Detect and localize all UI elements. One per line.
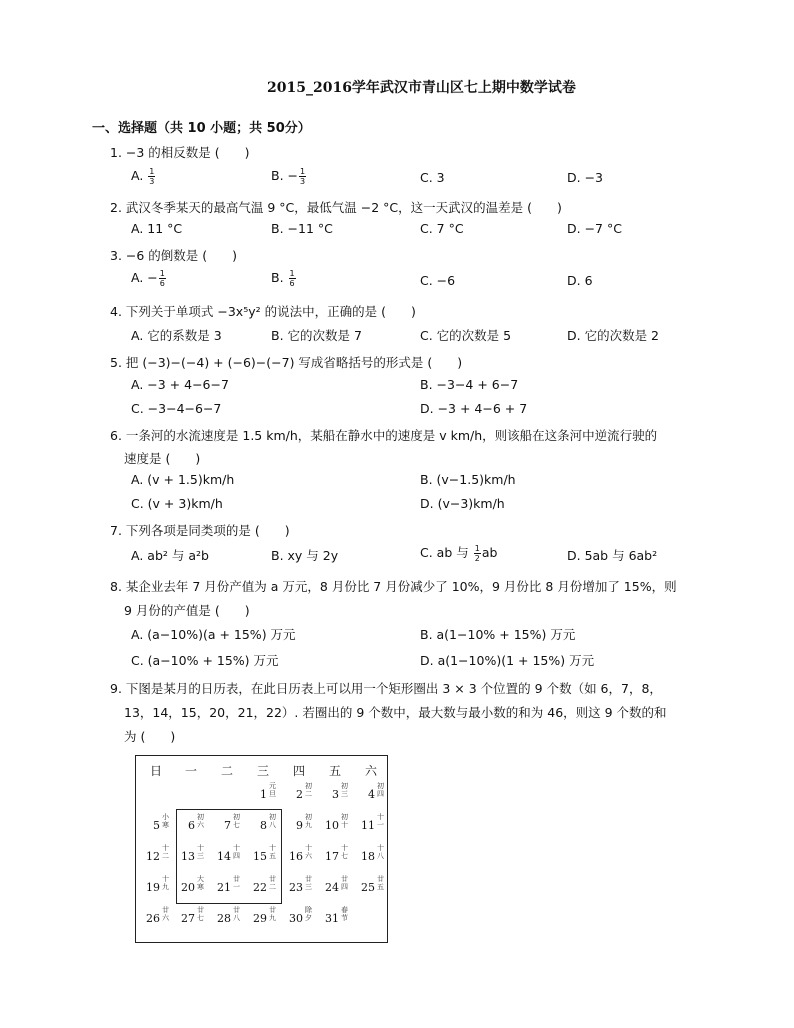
- calendar-cell: [357, 780, 391, 810]
- calendar-header-6: 六: [365, 764, 378, 778]
- question-1-option-b: B. − $\frac{1}{3}$: [271, 167, 306, 186]
- calendar-header-5: 五: [329, 764, 342, 778]
- calendar-lunar-date: 除夕: [305, 906, 312, 922]
- fraction: $\frac{1}{2}$: [474, 544, 480, 563]
- calendar-day-number: 22: [253, 881, 267, 894]
- calendar-day-number: 14: [217, 850, 231, 863]
- calendar-lunar-date: 廿三: [305, 875, 312, 891]
- calendar-day-number: 4: [368, 788, 375, 801]
- calendar-cell: [321, 811, 355, 841]
- question-5-option-d: D. −3 + 4−6 + 7: [420, 401, 528, 416]
- calendar-cell: [321, 873, 355, 903]
- calendar-day-number: 12: [146, 850, 160, 863]
- question-4-option-d: D. 它的次数是 2: [567, 328, 659, 343]
- calendar-lunar-date: 廿一: [233, 875, 240, 891]
- question-2-option-c: C. 7 °C: [420, 221, 464, 236]
- question-7-option-c: C. ab 与 $\frac{1}{2}$ ab: [420, 544, 498, 563]
- calendar-cell: [142, 780, 176, 810]
- calendar-cell: [177, 780, 211, 810]
- calendar-day-number: 15: [253, 850, 267, 863]
- question-4-option-c: C. 它的次数是 5: [420, 328, 512, 343]
- question-8-option-d: D. a(1−10%)(1 + 15%) 万元: [420, 653, 595, 668]
- question-4-option-b: B. 它的次数是 7: [271, 328, 362, 343]
- calendar-lunar-date: 十七: [341, 844, 348, 860]
- calendar-lunar-date: 廿四: [341, 875, 348, 891]
- calendar-cell: [142, 811, 176, 841]
- calendar-cell: [285, 873, 319, 903]
- calendar-cell: [357, 873, 391, 903]
- question-7-option-a: A. ab² 与 a²b: [131, 548, 209, 563]
- question-3-option-b: B. $\frac{1}{6}$: [271, 269, 295, 288]
- fraction: $\frac{1}{3}$: [300, 167, 306, 186]
- question-3-option-d: D. 6: [567, 273, 593, 288]
- calendar-lunar-date: 十二: [162, 844, 169, 860]
- calendar-day-number: 3: [332, 788, 339, 801]
- question-9-stem-line-3: 为 ( ): [124, 729, 176, 744]
- question-1-stem: 1. −3 的相反数是 ( ): [110, 145, 250, 160]
- calendar-lunar-date: 初十: [341, 813, 348, 829]
- question-1-option-a: A. $\frac{1}{3}$: [131, 167, 155, 186]
- calendar-lunar-date: 十六: [305, 844, 312, 860]
- question-3-stem: 3. −6 的倒数是 ( ): [110, 248, 238, 263]
- calendar-day-number: 29: [253, 912, 267, 925]
- calendar-day-number: 10: [325, 819, 339, 832]
- calendar-selection-rectangle: [176, 809, 282, 904]
- calendar-cell: [321, 842, 355, 872]
- calendar-day-number: 31: [325, 912, 339, 925]
- calendar-lunar-date: 春节: [341, 906, 348, 922]
- question-7-stem: 7. 下列各项是同类项的是 ( ): [110, 523, 290, 538]
- calendar-day-number: 24: [325, 881, 339, 894]
- calendar-day-number: 30: [289, 912, 303, 925]
- question-2-option-a: A. 11 °C: [131, 221, 183, 236]
- calendar-day-number: 2: [296, 788, 303, 801]
- question-6-option-a: A. (v + 1.5)km/h: [131, 472, 235, 487]
- fraction: $\frac{1}{6}$: [159, 269, 165, 288]
- calendar-cell: [213, 904, 247, 934]
- calendar-cell: [249, 780, 283, 810]
- question-8-option-a: A. (a−10%)(a + 15%) 万元: [131, 627, 296, 642]
- question-2-option-b: B. −11 °C: [271, 221, 333, 236]
- question-8-option-b: B. a(1−10% + 15%) 万元: [420, 627, 576, 642]
- calendar-cell: [142, 873, 176, 903]
- calendar-lunar-date: 十四: [233, 844, 240, 860]
- calendar-day-number: 7: [224, 819, 231, 832]
- question-7-option-d: D. 5ab 与 6ab²: [567, 548, 658, 563]
- calendar-day-number: 21: [217, 881, 231, 894]
- calendar-cell: [285, 842, 319, 872]
- fraction: $\frac{1}{3}$: [149, 167, 155, 186]
- question-9-stem-line-2: 13，14，15，20，21，22）. 若圈出的 9 个数中，最大数与最小数的和为 46，则这 9 个数的和: [124, 705, 667, 720]
- question-7-option-b: B. xy 与 2y: [271, 548, 339, 563]
- calendar-lunar-date: 初三: [341, 782, 348, 798]
- calendar-day-number: 23: [289, 881, 303, 894]
- calendar-lunar-date: 十一: [377, 813, 384, 829]
- calendar-header-3: 三: [257, 764, 270, 778]
- question-5-option-a: A. −3 + 4−6−7: [131, 377, 229, 392]
- question-1-option-c: C. 3: [420, 170, 445, 185]
- calendar-lunar-date: 十五: [269, 844, 276, 860]
- calendar-header-0: 日: [150, 764, 163, 778]
- calendar-day-number: 26: [146, 912, 160, 925]
- calendar-header-1: 一: [185, 764, 198, 778]
- fraction: $\frac{1}{6}$: [289, 269, 295, 288]
- calendar-lunar-date: 小寒: [162, 813, 169, 829]
- calendar-lunar-date: 初二: [305, 782, 312, 798]
- question-6-option-d: D. (v−3)km/h: [420, 496, 505, 511]
- calendar-day-number: 9: [296, 819, 303, 832]
- calendar-day-number: 20: [181, 881, 195, 894]
- calendar-cell: [213, 780, 247, 810]
- question-4-stem: 4. 下列关于单项式 −3x⁵y² 的说法中，正确的是 ( ): [110, 304, 416, 319]
- question-8-stem-line-2: 9 月份的产值是 ( ): [124, 603, 250, 618]
- question-9-stem-line-1: 9. 下图是某月的日历表，在此日历表上可以用一个矩形圈出 3 × 3 个位置的 9 个数（如 6，7，8，: [110, 681, 662, 696]
- calendar-lunar-date: 十九: [162, 875, 169, 891]
- question-6-option-b: B. (v−1.5)km/h: [420, 472, 516, 487]
- question-5-option-c: C. −3−4−6−7: [131, 401, 222, 416]
- calendar-lunar-date: 十三: [197, 844, 204, 860]
- question-6-stem-line-2: 速度是 ( ): [124, 451, 201, 466]
- calendar-day-number: 13: [181, 850, 195, 863]
- calendar-cell: [357, 811, 391, 841]
- calendar-cell: [285, 811, 319, 841]
- question-1-option-d: D. −3: [567, 170, 603, 185]
- question-3-option-c: C. −6: [420, 273, 456, 288]
- calendar-day-number: 28: [217, 912, 231, 925]
- calendar-lunar-date: 大寒: [197, 875, 204, 891]
- calendar-lunar-date: 廿八: [233, 906, 240, 922]
- question-4-option-a: A. 它的系数是 3: [131, 328, 222, 343]
- calendar-day-number: 1: [260, 788, 267, 801]
- calendar-cell: [249, 904, 283, 934]
- calendar-day-number: 27: [181, 912, 195, 925]
- calendar-header-4: 四: [293, 764, 306, 778]
- calendar-lunar-date: 初八: [269, 813, 276, 829]
- calendar-lunar-date: 初六: [197, 813, 204, 829]
- question-8-stem-line-1: 8. 某企业去年 7 月份产值为 a 万元，8 月份比 7 月份减少了 10%，9 月份比 8 月份增加了 15%，则: [110, 579, 677, 594]
- calendar-cell: [321, 904, 355, 934]
- calendar-day-number: 11: [361, 819, 375, 832]
- question-5-stem: 5. 把 (−3)−(−4) + (−6)−(−7) 写成省略括号的形式是 ( ): [110, 355, 463, 370]
- question-2-option-d: D. −7 °C: [567, 221, 622, 236]
- calendar-lunar-date: 元旦: [269, 782, 276, 798]
- calendar-cell: [285, 780, 319, 810]
- calendar-day-number: 16: [289, 850, 303, 863]
- question-5-option-b: B. −3−4 + 6−7: [420, 377, 519, 392]
- calendar-lunar-date: 初九: [305, 813, 312, 829]
- calendar-lunar-date: 初七: [233, 813, 240, 829]
- question-8-option-c: C. (a−10% + 15%) 万元: [131, 653, 279, 668]
- question-6-stem-line-1: 6. 一条河的水流速度是 1.5 km/h，某船在静水中的速度是 v km/h，则该船在这条河中逆流行驶的: [110, 428, 658, 443]
- calendar-cell: [177, 904, 211, 934]
- calendar-lunar-date: 廿五: [377, 875, 384, 891]
- question-2-stem: 2. 武汉冬季某天的最高气温 9 °C，最低气温 −2 °C，这一天武汉的温差是 ( ): [110, 200, 562, 215]
- calendar-lunar-date: 初四: [377, 782, 384, 798]
- calendar-lunar-date: 廿六: [162, 906, 169, 922]
- calendar-day-number: 18: [361, 850, 375, 863]
- section-heading: 一、选择题（共 10 小题；共 50分）: [92, 121, 311, 136]
- question-6-option-c: C. (v + 3)km/h: [131, 496, 223, 511]
- calendar-day-number: 25: [361, 881, 375, 894]
- calendar-lunar-date: 廿九: [269, 906, 276, 922]
- calendar-lunar-date: 十八: [377, 844, 384, 860]
- calendar-day-number: 5: [153, 819, 160, 832]
- calendar-cell: [357, 904, 391, 934]
- calendar-cell: [142, 904, 176, 934]
- calendar-day-number: 17: [325, 850, 339, 863]
- page-title: 2015_2016学年武汉市青山区七上期中数学试卷: [267, 80, 576, 96]
- calendar-day-number: 8: [260, 819, 267, 832]
- calendar-cell: [285, 904, 319, 934]
- calendar-lunar-date: 廿七: [197, 906, 204, 922]
- calendar-cell: [321, 780, 355, 810]
- calendar-cell: [357, 842, 391, 872]
- calendar-day-number: 6: [188, 819, 195, 832]
- question-3-option-a: A. − $\frac{1}{6}$: [131, 269, 165, 288]
- calendar-day-number: 19: [146, 881, 160, 894]
- calendar-lunar-date: 廿二: [269, 875, 276, 891]
- calendar-cell: [142, 842, 176, 872]
- calendar-header-2: 二: [221, 764, 234, 778]
